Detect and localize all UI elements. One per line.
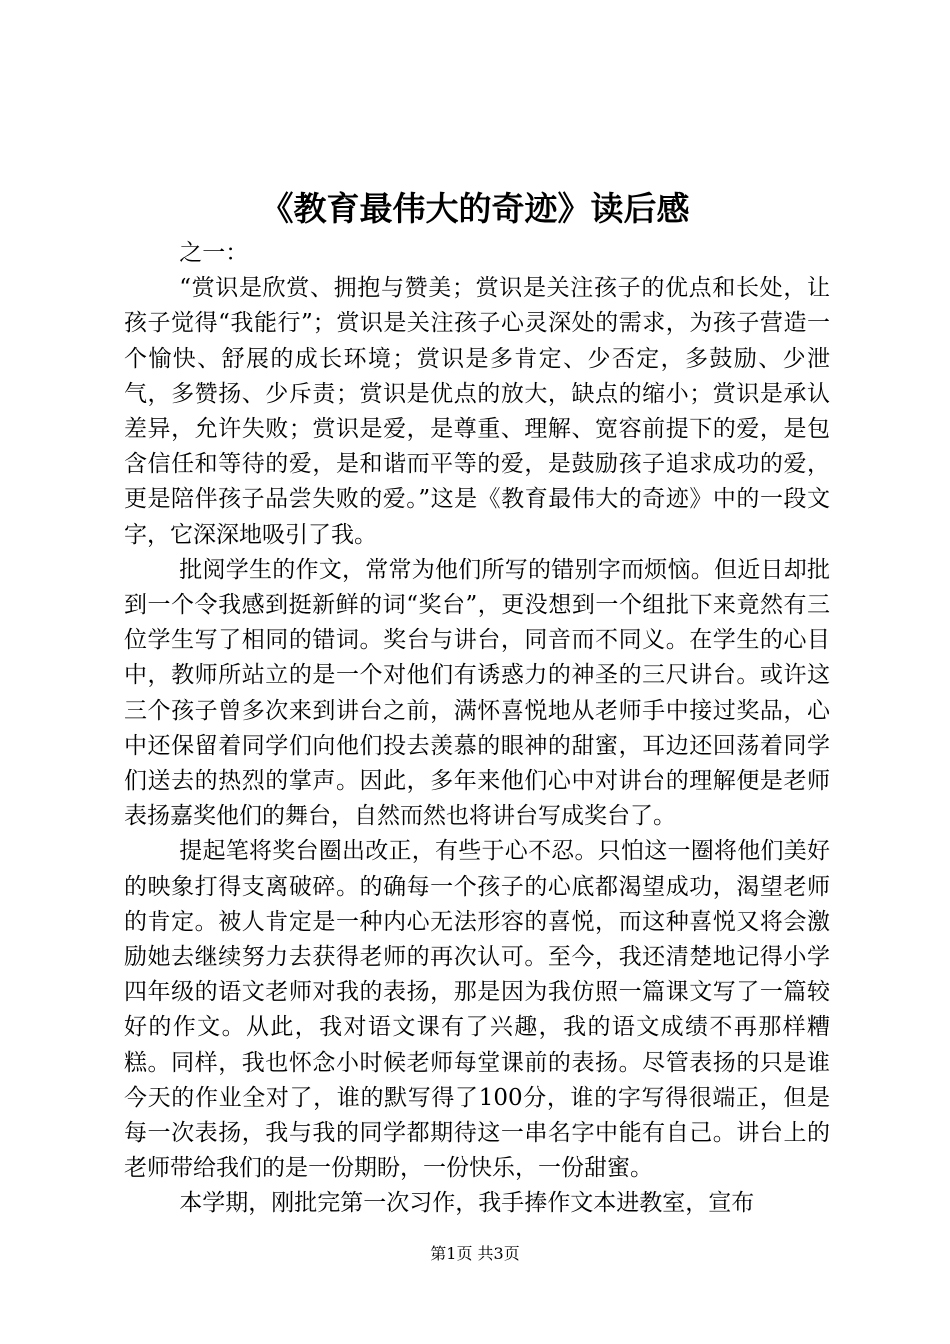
paragraph-3: 提起笔将奖台圈出改正，有些于心不忍。只怕这一圈将他们美好的映象打得支离破碎。的确每一个孩子的心底都渴望成功，渴望老师的肯定。被人肯定是一种内心无法形容的喜悦，而这种喜悦又将会激励她去继续努力去获得老师的再次认可。至今，我还清楚地记得小学四年级的语文老师对我的表扬，那是因为我仿照一篇课文写了一篇较好的作文。从此，我对语文课有了兴趣，我的语文成绩不再那样糟糕。同样，我也怀念小时候老师每堂课前的表扬。尽管表扬的只是谁今天的作业全对了，谁的默写得了100分，谁的字写得很端正，但是每一次表扬，我与我的同学都期待这一串名字中能有自己。讲台上的老师带给我们的是一份期盼，一份快乐，一份甜蜜。	[124, 838, 830, 1182]
paragraph-2: 批阅学生的作文，常常为他们所写的错别字而烦恼。但近日却批到一个令我感到挺新鲜的词“奖台”，更没想到一个组批下来竟然有三位学生写了相同的错词。奖台与讲台，同音而不同义。在学生的心目中，教师所站立的是一个对他们有诱惑力的神圣的三尺讲台。或许这三个孩子曾多次来到讲台之前，满怀喜悦地从老师手中接过奖品，心中还保留着同学们向他们投去羡慕的眼神的甜蜜，耳边还回荡着同学们送去的热烈的掌声。因此，多年来他们心中对讲台的理解便是老师表扬嘉奖他们的舞台，自然而然也将讲台写成奖台了。	[124, 556, 830, 830]
paragraph-1: “赏识是欣赏、拥抱与赞美；赏识是关注孩子的优点和长处，让孩子觉得“我能行”；赏识是关注孩子心灵深处的需求，为孩子营造一个愉快、舒展的成长环境；赏识是多肯定、少否定，多鼓励、少泄气，多赞扬、少斥责；赏识是优点的放大，缺点的缩小；赏识是承认差异，允许失败；赏识是爱，是尊重、理解、宽容前提下的爱，是包含信任和等待的爱，是和谐而平等的爱，是鼓励孩子追求成功的爱，更是陪伴孩子品尝失败的爱。”这是《教育最伟大的奇迹》中的一段文字，它深深地吸引了我。	[124, 275, 830, 548]
document-body	[124, 236, 830, 1222]
section-label: 之一：	[179, 240, 249, 266]
paragraph-4: 本学期，刚批完第一次习作，我手捧作文本进教室，宣布	[179, 1190, 755, 1217]
document-title: 《教育最伟大的奇迹》读后感	[260, 189, 690, 228]
page-number-footer: 第1页 共3页	[430, 1244, 520, 1263]
